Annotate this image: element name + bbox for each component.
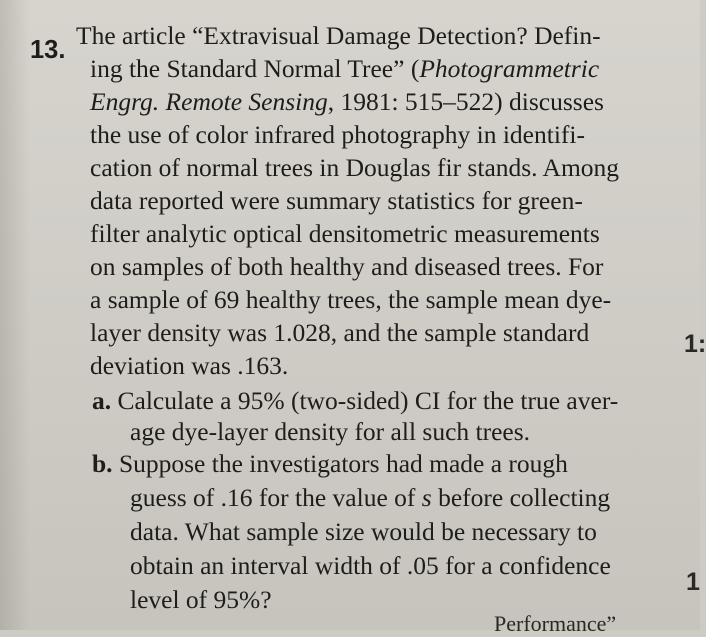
part-b-line-4: obtain an interval width of .05 for a confidence: [130, 551, 611, 580]
part-b-line-5: level of 95%?: [130, 585, 272, 614]
part-a-line-2: age dye-layer density for all such trees.: [130, 417, 531, 446]
problem-line-7: filter analytic optical densitometric measurements: [90, 219, 600, 248]
problem-line-9: a sample of 69 healthy trees, the sample mean dye-: [90, 285, 612, 314]
part-b-line-2: guess of .16 for the value of s before collecting: [130, 483, 611, 512]
problem-line-5: cation of normal trees in Douglas fir stands. Among: [90, 153, 620, 182]
problem-line-4: the use of color infrared photography in identifi-: [90, 120, 585, 149]
part-a-line-1: a. Calculate a 95% (two-sided) CI for the true aver-: [92, 386, 619, 415]
bottom-cut-text: Performance”: [494, 611, 617, 636]
problem-number: 13.: [30, 36, 66, 64]
right-edge-number-top: 1:: [684, 330, 706, 358]
problem-line-2: ing the Standard Normal Tree” (Photogrammetric: [90, 54, 600, 83]
problem-line-3: Engrg. Remote Sensing, 1981: 515–522) discusses: [90, 87, 604, 116]
problem-line-11: deviation was .163.: [90, 351, 289, 380]
part-a-label: a.: [92, 386, 112, 415]
problem-line-1: The article “Extravisual Damage Detection? Defin-: [76, 21, 601, 50]
part-b-label: b.: [92, 449, 113, 478]
problem-line-10: layer density was 1.028, and the sample standard: [90, 318, 590, 347]
page-shadow: [0, 0, 30, 630]
problem-line-6: data reported were summary statistics for green-: [90, 186, 583, 215]
part-b-line-1: b. Suppose the investigators had made a rough: [92, 449, 568, 478]
part-b-line-3: data. What sample size would be necessary to: [130, 517, 597, 546]
right-edge-number-bottom: 1: [686, 568, 700, 596]
problem-line-8: on samples of both healthy and diseased trees. For: [90, 252, 604, 281]
